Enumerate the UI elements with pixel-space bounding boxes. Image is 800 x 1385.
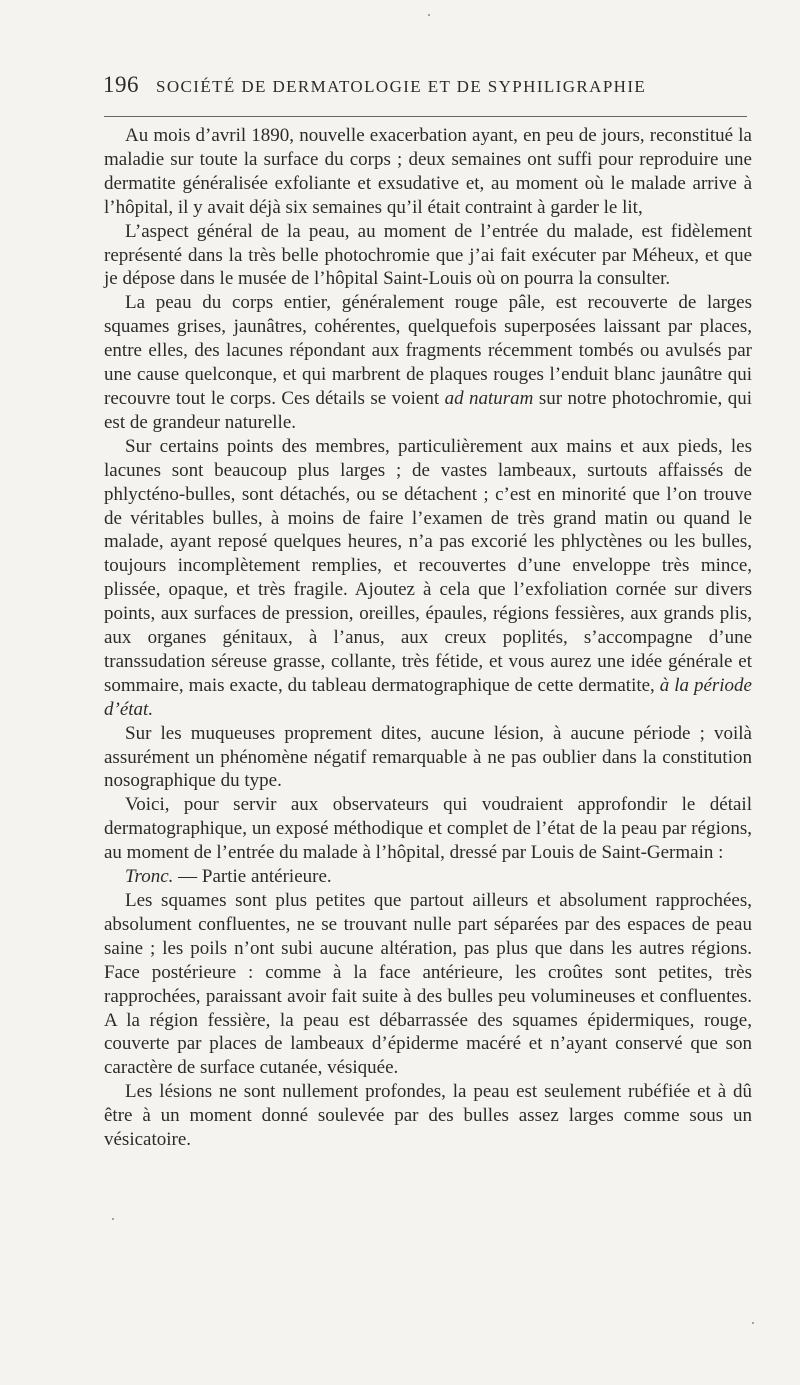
italic-phrase: à la période d’état. bbox=[104, 674, 752, 720]
paragraph-text: sur notre photochromie, qui est de grandeur naturelle. bbox=[104, 387, 752, 433]
italic-phrase: ad naturam bbox=[444, 387, 534, 409]
page-number: 196 bbox=[103, 72, 139, 97]
paragraph-text: La peau du corps entier, généralement rouge pâle, est recouverte de larges squames grises, jaunâtres, cohérentes, quelquefois superposées laissant par places, entre elles, des lacunes répondant aux fragments récemment tombés ou avulsés par une cause quelconque, et qui marbrent de plaques rouges l’enduit blanc jaunâtre qui recouvre tout le corps. Ces détails se voient bbox=[104, 292, 752, 409]
paragraph: Sur les muqueuses proprement dites, aucune lésion, à aucune période ; voilà assurément un phénomène négatif remarquable à ne pas oublier dans la constitution nosographique du type. bbox=[104, 722, 752, 792]
running-head: SOCIÉTÉ DE DERMATOLOGIE ET DE SYPHILIGRAPHIE bbox=[156, 77, 647, 96]
paper-speck bbox=[112, 1218, 114, 1220]
paragraph bbox=[104, 435, 752, 722]
paragraph: L’aspect général de la peau, au moment de l’entrée du malade, est fidèlement représenté dans la très belle photochromie que j’ai fait exécuter par Méheux, et que je dépose dans le musée de l’hôpital Saint-Louis où on pourra la consulter. bbox=[104, 220, 752, 290]
header-rule bbox=[104, 116, 747, 117]
paragraph-text: — Partie antérieure. bbox=[173, 866, 332, 888]
paper-speck bbox=[752, 1322, 754, 1324]
paper-speck bbox=[428, 14, 430, 16]
paragraph-text: Sur certains points des membres, particulièrement aux mains et aux pieds, les lacunes sont beaucoup plus larges ; de vastes lambeaux, surtouts affaissés de phlycténo-bulles, sont détachés, ou se détachent ; c’est en minorité que l’on trouve de véritables bulles, à moins de faire l’examen de très grand matin ou quand le malade, ayant reposé quelques heures, n’a pas excorié les phlyctènes ou les bulles, toujours incomplètement remplies, et recouvertes d’une enveloppe très mince, plissée, opaque, et très fragile. Ajoutez à cela que l’exfoliation cornée sur divers points, aux surfaces de pression, oreilles, épaules, régions fessières, aux grands plis, aux organes génitaux, à l’anus, aux creux poplités, s’accompagne d’une transsudation séreuse grasse, collante, très fétide, et vous aurez une idée générale et sommaire, mais exacte, du tableau dermatographique de cette dermatite, bbox=[104, 435, 752, 696]
body-text bbox=[104, 124, 752, 1152]
paragraph: Voici, pour servir aux observateurs qui voudraient approfondir le détail dermatographique, un exposé méthodique et complet de l’état de la peau par régions, au moment de l’entrée du malade à l’hôpital, dressé par Louis de Saint-Germain : bbox=[104, 794, 752, 864]
section-heading bbox=[104, 865, 752, 889]
page-header bbox=[100, 72, 750, 102]
paragraph: Les lésions ne sont nullement profondes, la peau est seulement rubéfiée et à dû être à un moment donné soulevée par des bulles assez larges comme sous un vésicatoire. bbox=[104, 1081, 752, 1151]
italic-phrase: Tronc. bbox=[125, 866, 174, 888]
paragraph: Les squames sont plus petites que partout ailleurs et absolument rapprochées, absolument confluentes, ne se trouvant nulle part séparées par des espaces de peau saine ; les poils n’ont subi aucune altération, pas plus que dans les autres régions. Face postérieure : comme à la face antérieure, les croûtes sont petites, très rapprochées, paraissant avoir fait suite à des bulles peu volumineuses et confluentes. A la région fessière, la peau est débarrassée des squames épidermiques, rouge, couverte par places de lambeaux d’épiderme macéré et n’ayant conservé que son caractère de surface cutanée, vésiquée. bbox=[104, 890, 752, 1079]
paragraph bbox=[104, 291, 752, 434]
paragraph: Au mois d’avril 1890, nouvelle exacerbation ayant, en peu de jours, reconstitué la maladie sur toute la surface du corps ; deux semaines ont suffi pour reproduire une dermatite généralisée exfoliante et exsudative et, au moment où le malade arrive à l’hôpital, il y avait déjà six semaines qu’il était contraint à garder le lit, bbox=[104, 125, 752, 218]
